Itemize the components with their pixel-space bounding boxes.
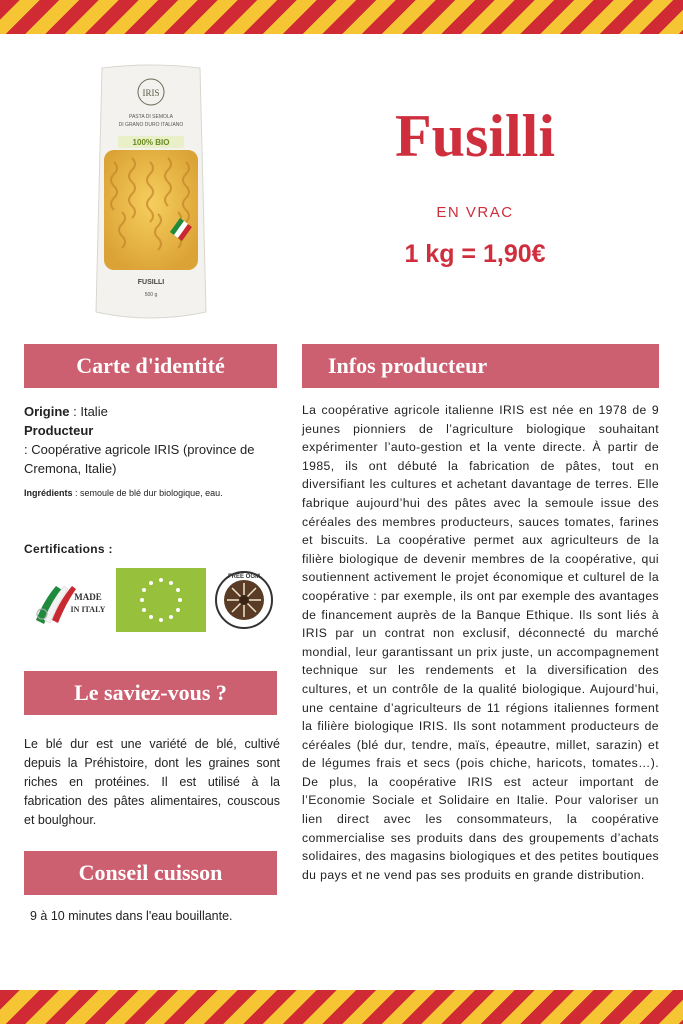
bottom-stripe-border: [0, 990, 683, 1024]
package-brand-text: IRIS: [142, 88, 160, 98]
producer-text: La coopérative agricole italienne IRIS est née en 1978 de 9 jeunes pionniers de l’agriculture biologique souhaitant expérimenter l’auto-gestion et la vente directe. À partir de 1985, ils ont débuté la fabrication de pâtes, tout en diversifiant les cultures et achetant davantage de terres. Elle fabrique aujourd’hui des pâtes avec la semoule issue des céréales des membres producteurs, sauces tomates, farines et biscuits. La coopérative permet aux agriculteurs de la filière biologique de devenir membres de la coopérative, qui soutiennent activement le projet économique et culturel de la coopérative : par exemple, ils ont par exemple des avantages de financement auprès de la Banque Ethique. Ils sont liés à IRIS par un contrat non exclusif, déconnecté du marché mondial, leur garantissant un prix juste, un accompagnement technique sur les rendements et la diversification des cultures, et un contrôle de la qualité biologique. Aujourd’hui, une centaine d’agriculteurs de 11 régions italiennes forment la filière biologique IRIS. Ils sont notamment producteurs de céréales (blé dur, tendre, maïs, épeautre, millet, sarazin) et de légumes frais et secs (pois chiche, haricots, tomates…). De plus, la coopérative IRIS est acteur important de l’Economie Sociale et Solidaire en Italie. Pour valoriser un lien direct avec les consommateurs, la coopérative commercialise ses produits dans des groupements d’achats solidaires, des magasins biologiques et des petites boutiques du pays et ne vend pas ses produits en grande distribution.: [302, 403, 659, 882]
free-ogm-icon: [210, 568, 278, 632]
producer-heading: Infos producteur: [328, 353, 488, 378]
eu-organic-leaf-icon: [116, 568, 206, 632]
saviez-vous-heading: Le saviez-vous ?: [74, 680, 227, 705]
product-title: Fusilli: [394, 103, 556, 169]
origin-label: Origine: [24, 404, 70, 419]
package-bio-text: 100% BIO: [132, 138, 170, 147]
made-in-italy-line1: MADE: [74, 592, 102, 602]
producer-heading-banner: [302, 344, 659, 388]
origin-value: : Italie: [69, 404, 108, 419]
top-stripe-border: [0, 0, 683, 34]
conseil-heading: Conseil cuisson: [78, 860, 223, 885]
sale-mode-label: EN VRAC: [436, 204, 514, 221]
saviez-vous-heading-banner: [24, 671, 277, 715]
ingredients-line: [24, 488, 282, 498]
made-in-italy-icon: [24, 568, 112, 632]
origin-line: [24, 402, 282, 421]
conseil-heading-banner: [24, 851, 277, 895]
certifications-heading: Certifications :: [24, 542, 113, 556]
package-weight-text: 500 g: [144, 292, 158, 298]
package-origin-text: DI GRANO DURO ITALIANO: [118, 122, 184, 128]
package-product-text: FUSILLI: [137, 279, 165, 286]
conseil-text: 9 à 10 minutes dans l'eau bouillante.: [30, 909, 233, 923]
producer-label: Producteur: [24, 423, 94, 438]
identity-details: [24, 402, 282, 478]
product-package-image: [92, 62, 210, 324]
price-label: 1 kg = 1,90€: [404, 240, 546, 268]
free-ogm-label: FREE OGM: [227, 574, 261, 580]
producer-value: : Coopérative agricole IRIS (province de Cremona, Italie): [24, 442, 255, 476]
identity-heading: Carte d'identité: [76, 353, 225, 378]
made-in-italy-line2: IN ITALY: [70, 605, 106, 614]
identity-heading-banner: [24, 344, 277, 388]
ingredients-label: Ingrédients: [24, 488, 73, 498]
package-type-text: PASTA DI SEMOLA: [129, 114, 173, 120]
ingredients-value: : semoule de blé dur biologique, eau.: [72, 488, 223, 498]
saviez-vous-text: Le blé dur est une variété de blé, cultivé depuis la Préhistoire, dont les graines sont riches en protéines. Il est utilisé à la fabrication des pâtes alimentaires, couscous et boulghour.: [24, 737, 280, 827]
